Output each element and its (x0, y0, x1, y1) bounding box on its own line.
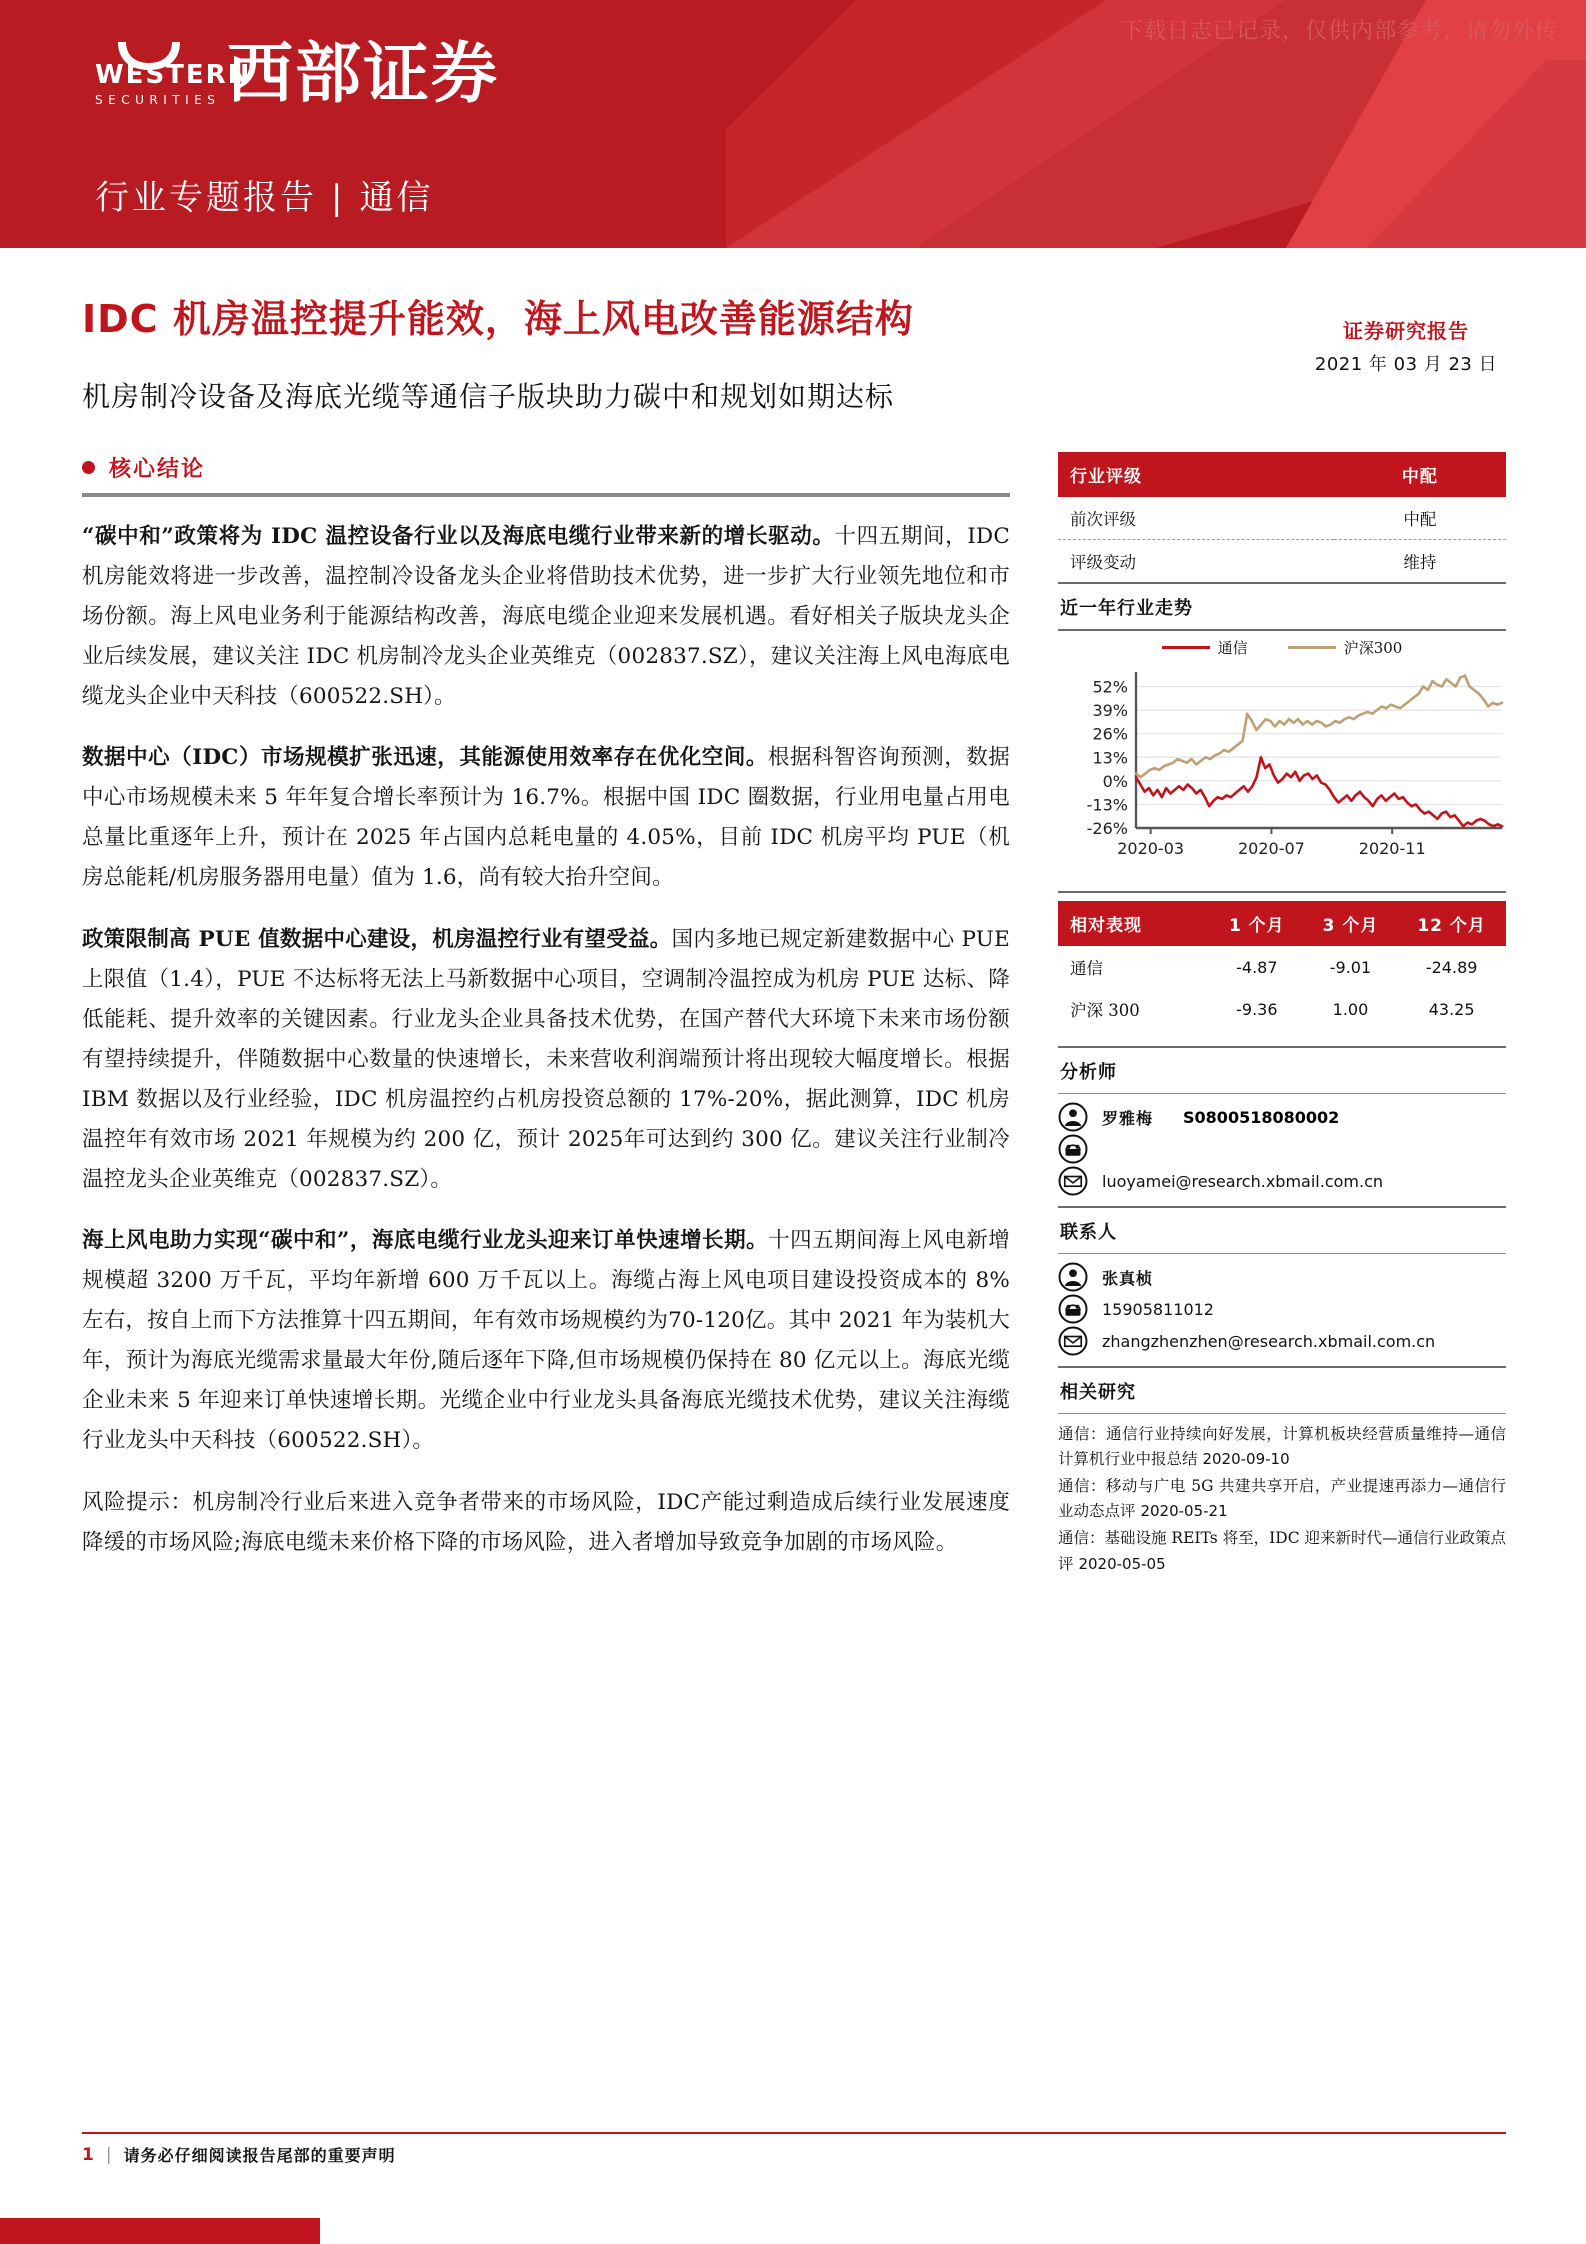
page-footer (82, 2132, 1506, 2166)
related-text: 通信：基础设施 REITs 将至，IDC 迎来新时代—通信行业政策点评 (1058, 1529, 1506, 1573)
paragraph-body: 根据科智咨询预测，数据中心市场规模未来 5 年年复合增长率预计为 16.7%。根据中国 IDC 圈数据，行业用电量占用电总量比重逐年上升，预计在 2025 年占国内总耗电量的 4.05%，目前 IDC 机房平均 PUE（机房总能耗/机房服务器用电量）值为 1.6，尚有较大抬升空间。 (82, 745, 1011, 891)
core-conclusion-header (82, 452, 1010, 483)
rating-change-label: 评级变动 (1058, 540, 1334, 583)
contact-name: 张真桢 (1102, 1268, 1154, 1288)
footer-accent-bar (0, 2218, 320, 2244)
analyst-license: S0800518080002 (1183, 1107, 1340, 1127)
person-icon (1058, 1102, 1088, 1132)
rating-header-value: 中配 (1334, 452, 1506, 497)
table-row (1058, 901, 1506, 946)
trend-heading: 近一年行业走势 (1060, 598, 1193, 619)
x-axis-tick: 2020-11 (1358, 839, 1426, 858)
page-number: 1 (82, 2144, 94, 2165)
report-date: 2021 年 03 月 23 日 (1314, 354, 1498, 375)
legend-item-tongxin (1162, 637, 1248, 658)
chart-legend (1058, 637, 1506, 658)
footer-separator: | (105, 2144, 112, 2165)
paragraph-body: 十四五期间，IDC机房能效将进一步改善，温控制冷设备龙头企业将借助技术优势，进一步扩大行业领先地位和市场份额。海上风电业务利于能源结构改善，海底电缆企业迎来发展机遇。看好相关子版块龙头企业后续发展，建议关注 IDC 机房制冷龙头企业英维克（002837.SZ），建议关注海上风电海底电缆龙头企业中天科技（600522.SH）。 (82, 524, 1010, 709)
x-axis-tick: 2020-03 (1117, 839, 1185, 858)
banner-divider: | (331, 178, 346, 218)
analyst-name-row (1058, 1102, 1506, 1132)
page-title-cn: 机房温控提升能效，海上风电改善能源结构 (172, 296, 914, 341)
legend-label: 沪深300 (1343, 639, 1403, 657)
paragraph-body: 国内多地已规定新建数据中心 PUE 上限值（1.4），PUE 不达标将无法上马新数据中心项目，空调制冷温控成为机房 PUE 达标、降低能耗、提升效率的关键因素。行业龙头企业具备技术优势，在国产替代大环境下未来市场份额有望持续提升，伴随数据中心数量的快速增长，未来营收利润端预计将出现较大幅度增长。根据 IBM 数据以及行业经验，IDC 机房温控约占机房投资总额的 17%-20%，据此测算，IDC 机房温控年有效市场 2021 年规模为约 200 亿，预计 2025年可达到约 300 亿。建议关注行业制冷温控龙头企业英维克（002837.SZ）。 (82, 926, 1010, 1192)
page-title-en: IDC (82, 297, 159, 341)
perf-header-0: 相对表现 (1058, 901, 1210, 946)
table-row (1058, 988, 1506, 1030)
related-text: 通信：通信行业持续向好发展，计算机板块经营质量维持—通信计算机行业中报总结 (1058, 1425, 1506, 1469)
divider (1058, 1413, 1506, 1414)
perf-row-12m: 43.25 (1428, 999, 1475, 1019)
x-axis-tick: 2020-07 (1237, 839, 1305, 858)
y-axis-tick: -13% (1086, 795, 1128, 815)
contact-phone-row (1058, 1294, 1506, 1324)
analyst-phone-row (1058, 1134, 1506, 1164)
table-row (1058, 452, 1506, 497)
perf-row-name: 通信 (1070, 959, 1103, 978)
person-icon (1058, 1262, 1088, 1292)
legend-swatch (1162, 646, 1210, 649)
phone-icon (1058, 1134, 1088, 1164)
prev-rating-label: 前次评级 (1070, 510, 1136, 529)
perf-row-12m: -24.89 (1425, 957, 1478, 977)
y-axis-tick: -26% (1086, 819, 1128, 838)
analyst-email-row (1058, 1166, 1506, 1196)
perf-row-3m: 1.00 (1332, 999, 1369, 1019)
contact-phone: 15905811012 (1102, 1299, 1214, 1319)
table-row (1058, 497, 1506, 540)
y-axis-tick: 52% (1092, 677, 1128, 697)
chart-series-通信 (1136, 757, 1502, 826)
header-banner (0, 0, 1586, 248)
related-research-heading: 相关研究 (1060, 1382, 1136, 1403)
risk-paragraph (82, 1483, 1010, 1563)
rating-header-label: 行业评级 (1058, 452, 1334, 497)
banner-subtitle (95, 170, 433, 219)
y-axis-tick: 13% (1092, 748, 1128, 768)
y-axis-tick: 26% (1092, 724, 1128, 744)
logo-chinese-text: 西部证券 (227, 34, 499, 112)
contact-email-row (1058, 1326, 1506, 1356)
report-type-label: 证券研究报告 (1343, 319, 1469, 343)
paragraph-lead: “碳中和”政策将为 IDC 温控设备行业以及海底电缆行业带来新的增长驱动。 (82, 524, 835, 549)
industry-trend-chart (1058, 637, 1506, 887)
related-date: 2020-05-05 (1078, 1554, 1166, 1573)
table-row (1058, 540, 1506, 583)
divider (1058, 1253, 1506, 1254)
email-icon (1058, 1326, 1088, 1356)
perf-header-3: 12 个月 (1397, 901, 1506, 946)
divider (1058, 629, 1506, 631)
divider (1058, 891, 1506, 893)
related-date: 2020-09-10 (1202, 1450, 1290, 1469)
analyst-name: 罗雅梅 (1102, 1108, 1154, 1128)
analyst-email: luoyamei@research.xbmail.com.cn (1102, 1171, 1384, 1191)
legend-item-hs300 (1288, 637, 1403, 658)
rating-change-value: 维持 (1334, 540, 1506, 583)
risk-body: 机房制冷行业后来进入竞争者带来的市场风险，IDC产能过剩造成后续行业发展速度降缓的市场风险;海底电缆未来价格下降的市场风险，进入者增加导致竞争加剧的市场风险。 (82, 1489, 1010, 1555)
footer-disclaimer: 请务必仔细阅读报告尾部的重要声明 (123, 2146, 396, 2165)
paragraph (82, 738, 1010, 898)
company-logo (95, 34, 499, 112)
email-icon (1058, 1166, 1088, 1196)
main-content (82, 452, 1010, 1584)
banner-sector: 通信 (359, 178, 434, 218)
analyst-heading: 分析师 (1060, 1062, 1117, 1083)
related-text: 通信：移动与广电 5G 共建共享开启，产业提速再添力—通信行业动态点评 (1058, 1477, 1506, 1521)
contact-heading: 联系人 (1060, 1222, 1117, 1243)
report-category: 行业专题报告 (95, 178, 317, 218)
rating-table (1058, 452, 1506, 582)
legend-swatch (1288, 646, 1336, 649)
sidebar (1058, 452, 1506, 1579)
watermark-text: 下载日志已记录，仅供内部参考，请勿外传 (1120, 19, 1558, 44)
related-research-list (1058, 1422, 1506, 1577)
contact-email: zhangzhenzhen@research.xbmail.com.cn (1102, 1331, 1436, 1351)
logo-western-text: WESTERN (95, 60, 252, 90)
perf-row-1m: -9.36 (1236, 999, 1278, 1019)
section-divider (82, 493, 1010, 497)
perf-header-1: 1 个月 (1210, 901, 1304, 946)
chart-series-沪深300 (1136, 676, 1502, 778)
divider (1058, 1093, 1506, 1094)
logo-securities-text: SECURITIES (95, 93, 221, 107)
legend-label: 通信 (1217, 639, 1248, 657)
page-title (82, 288, 1092, 343)
chart-plot-area (1058, 660, 1506, 875)
phone-icon (1058, 1294, 1088, 1324)
perf-row-3m: -9.01 (1329, 957, 1372, 977)
relative-performance-table (1058, 901, 1506, 1030)
y-axis-tick: 0% (1102, 771, 1128, 791)
contact-name-row (1058, 1262, 1506, 1292)
list-item[interactable] (1058, 1526, 1506, 1576)
list-item[interactable] (1058, 1474, 1506, 1524)
y-axis-tick: 39% (1092, 701, 1128, 721)
paragraph-lead: 数据中心（IDC）市场规模扩张迅速，其能源使用效率存在优化空间。 (82, 745, 768, 771)
perf-row-1m: -4.87 (1236, 957, 1278, 977)
prev-rating-value: 中配 (1403, 510, 1437, 529)
perf-row-name: 沪深 300 (1070, 1001, 1140, 1020)
risk-label: 风险提示： (82, 1489, 193, 1515)
paragraph (82, 920, 1010, 1200)
paragraph (82, 1221, 1010, 1461)
related-date: 2020-05-21 (1140, 1502, 1228, 1521)
list-item[interactable] (1058, 1422, 1506, 1472)
core-conclusion-title: 核心结论 (109, 456, 206, 482)
paragraph-lead: 海上风电助力实现“碳中和”，海底电缆行业龙头迎来订单快速增长期。 (82, 1228, 769, 1254)
logo-mark (95, 40, 252, 107)
perf-header-2: 3 个月 (1304, 901, 1398, 946)
paragraph-lead: 政策限制高 PUE 值数据中心建设，机房温控行业有望受益。 (82, 926, 672, 952)
page-subtitle: 机房制冷设备及海底光缆等通信子版块助力碳中和规划如期达标 (82, 380, 895, 413)
paragraph (82, 517, 1010, 717)
bullet-dot-icon (82, 461, 95, 474)
paragraph-body: 十四五期间海上风电新增规模超 3200 万千瓦，平均年新增 600 万千瓦以上。海缆占海上风电项目建设投资成本的 8% 左右，按自上而下方法推算十四五期间，年有效市场规模约为70-120亿。其中 2021 年为装机大年，预计为海底光缆需求量最大年份,随后逐年下降,但市场规模仍保持在 80 亿元以上。海底光缆企业未来 5 年迎来订单快速增长期。光缆企业中行业龙头具备海底光缆技术优势，建议关注海缆行业龙头中天科技（600522.SH）。 (82, 1228, 1011, 1454)
table-row (1058, 946, 1506, 988)
